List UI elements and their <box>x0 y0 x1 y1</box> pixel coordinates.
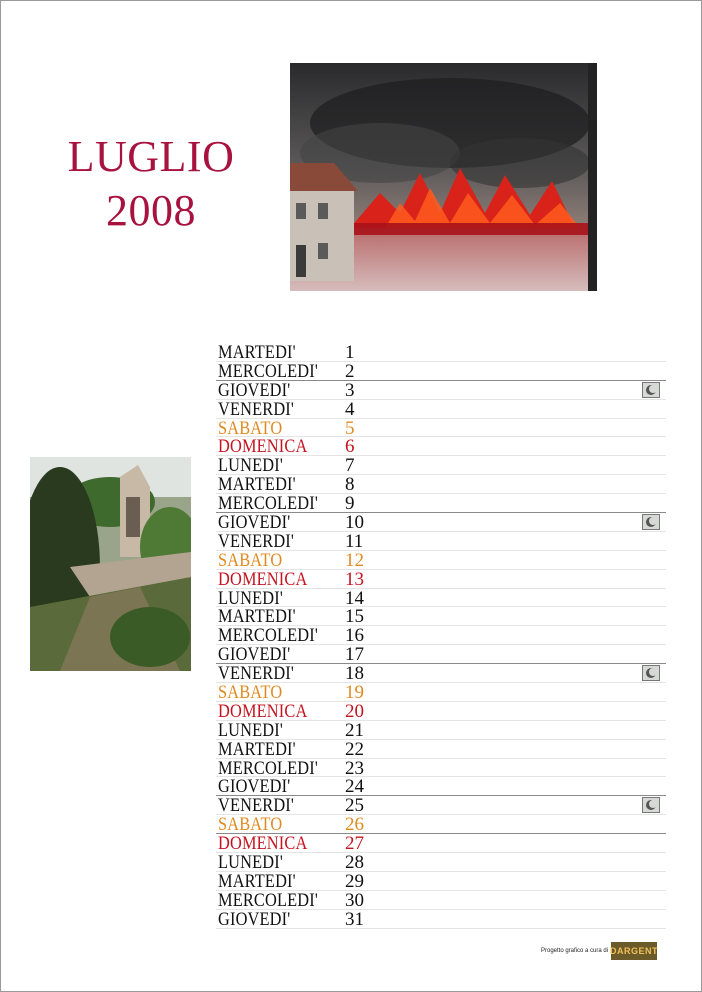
day-row <box>216 607 666 626</box>
first-quarter-icon <box>642 665 660 681</box>
day-row <box>216 796 666 815</box>
day-name: GIOVEDI' <box>218 776 291 798</box>
day-number: 31 <box>345 908 364 930</box>
day-name: MERCOLEDI' <box>218 889 318 911</box>
day-name: GIOVEDI' <box>218 644 291 666</box>
day-number: 22 <box>345 738 364 760</box>
day-name: VENERDI' <box>218 398 295 420</box>
day-row <box>216 475 666 494</box>
day-name: MARTEDI' <box>218 738 296 760</box>
day-number: 6 <box>345 436 355 458</box>
day-number: 25 <box>345 795 364 817</box>
day-row <box>216 721 666 740</box>
day-number: 18 <box>345 663 364 685</box>
day-number: 11 <box>345 530 364 552</box>
day-name: SABATO <box>218 417 283 439</box>
day-name: MARTEDI' <box>218 474 296 496</box>
full-moon-icon <box>642 797 660 813</box>
day-number: 5 <box>345 417 355 439</box>
day-name: GIOVEDI' <box>218 379 291 401</box>
day-row <box>216 362 666 381</box>
credit-text: Progetto grafico a cura di <box>541 948 609 954</box>
day-name: DOMENICA <box>218 700 308 722</box>
day-name: VENERDI' <box>218 663 295 685</box>
day-name: MERCOLEDI' <box>218 625 318 647</box>
day-name: SABATO <box>218 682 283 704</box>
day-name: SABATO <box>218 814 283 836</box>
day-name: DOMENICA <box>218 436 308 458</box>
day-number: 13 <box>345 568 364 590</box>
year-title: 2008 <box>106 186 196 235</box>
day-row <box>216 570 666 589</box>
day-row <box>216 891 666 910</box>
day-number: 14 <box>345 587 364 609</box>
day-name: SABATO <box>218 549 283 571</box>
day-name: LUNEDI' <box>218 587 283 609</box>
garden-ruins-photo <box>30 457 191 671</box>
day-row <box>216 381 666 400</box>
day-number: 9 <box>345 493 355 515</box>
day-row <box>216 551 666 570</box>
day-row <box>216 834 666 853</box>
day-row <box>216 815 666 834</box>
day-name: MERCOLEDI' <box>218 757 318 779</box>
day-row <box>216 740 666 759</box>
credit-logo: DARGENT <box>611 942 657 960</box>
day-number: 19 <box>345 682 364 704</box>
day-name: MARTEDI' <box>218 606 296 628</box>
day-number: 7 <box>345 455 355 477</box>
day-number: 28 <box>345 852 364 874</box>
day-name: GIOVEDI' <box>218 908 291 930</box>
day-row <box>216 437 666 456</box>
day-row <box>216 456 666 475</box>
day-row <box>216 589 666 608</box>
day-number: 12 <box>345 549 364 571</box>
day-number: 3 <box>345 379 355 401</box>
day-number: 27 <box>345 833 364 855</box>
day-list <box>216 343 666 929</box>
day-name: MARTEDI' <box>218 342 296 363</box>
day-row <box>216 626 666 645</box>
day-name: VENERDI' <box>218 530 295 552</box>
day-number: 20 <box>345 700 364 722</box>
day-number: 17 <box>345 644 364 666</box>
day-name: MERCOLEDI' <box>218 493 318 515</box>
credit <box>541 942 657 960</box>
day-number: 26 <box>345 814 364 836</box>
day-number: 23 <box>345 757 364 779</box>
day-name: LUNEDI' <box>218 719 283 741</box>
day-name: GIOVEDI' <box>218 512 291 534</box>
day-row <box>216 702 666 721</box>
day-number: 10 <box>345 512 364 534</box>
day-number: 4 <box>345 398 355 420</box>
day-row <box>216 683 666 702</box>
day-number: 1 <box>345 342 355 363</box>
day-row <box>216 872 666 891</box>
new-moon-icon <box>642 514 660 530</box>
day-row <box>216 513 666 532</box>
day-number: 8 <box>345 474 355 496</box>
day-row <box>216 400 666 419</box>
day-row <box>216 645 666 664</box>
day-name: LUNEDI' <box>218 852 283 874</box>
day-row <box>216 343 666 362</box>
day-number: 2 <box>345 360 355 382</box>
day-number: 30 <box>345 889 364 911</box>
day-row <box>216 910 666 929</box>
day-row <box>216 419 666 438</box>
day-row <box>216 777 666 796</box>
day-row <box>216 664 666 683</box>
day-name: LUNEDI' <box>218 455 283 477</box>
day-number: 24 <box>345 776 364 798</box>
fire-painting-image <box>290 63 597 291</box>
day-row <box>216 759 666 778</box>
day-row <box>216 532 666 551</box>
day-name: MERCOLEDI' <box>218 360 318 382</box>
last-quarter-icon <box>642 382 660 398</box>
month-title: LUGLIO <box>67 132 235 181</box>
day-row <box>216 494 666 513</box>
day-name: DOMENICA <box>218 833 308 855</box>
day-number: 15 <box>345 606 364 628</box>
day-name: MARTEDI' <box>218 870 296 892</box>
day-number: 16 <box>345 625 364 647</box>
day-name: DOMENICA <box>218 568 308 590</box>
day-row <box>216 853 666 872</box>
day-number: 21 <box>345 719 364 741</box>
day-number: 29 <box>345 870 364 892</box>
day-name: VENERDI' <box>218 795 295 817</box>
